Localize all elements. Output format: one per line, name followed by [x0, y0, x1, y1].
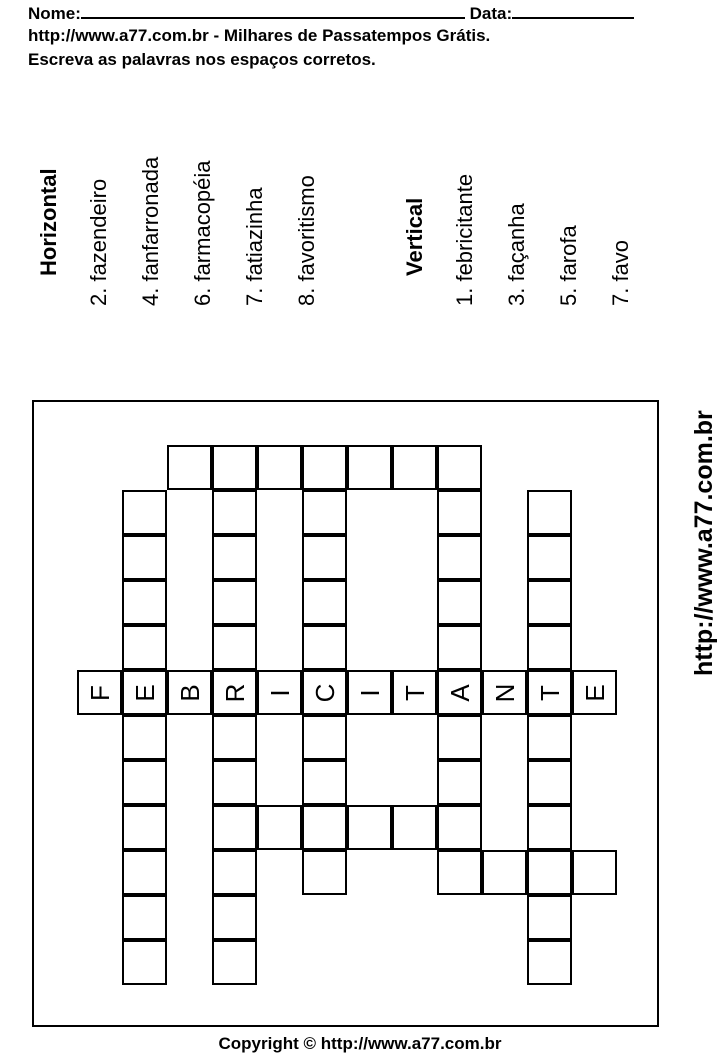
crossword-cell[interactable]	[77, 670, 122, 715]
vertical-clue: 5. farofa	[556, 225, 581, 306]
crossword-cell[interactable]	[122, 535, 167, 580]
crossword-cell[interactable]	[437, 445, 482, 490]
crossword-cell[interactable]	[572, 850, 617, 895]
horizontal-clue: 4. fanfarronada	[138, 156, 163, 306]
crossword-cell[interactable]	[212, 805, 257, 850]
crossword-cell[interactable]	[527, 670, 572, 715]
date-label: Data:	[469, 4, 513, 23]
crossword-cell[interactable]	[347, 670, 392, 715]
site-line: http://www.a77.com.br - Milhares de Passatempos Grátis.	[28, 26, 491, 45]
crossword-cell[interactable]	[437, 625, 482, 670]
crossword-cell[interactable]	[392, 670, 437, 715]
crossword-cell[interactable]	[212, 940, 257, 985]
crossword-cell[interactable]	[527, 850, 572, 895]
crossword-cell[interactable]	[527, 625, 572, 670]
crossword-cell[interactable]	[122, 715, 167, 760]
crossword-cell[interactable]	[437, 670, 482, 715]
crossword-cell[interactable]	[437, 535, 482, 580]
cell-letter: A	[444, 683, 475, 702]
crossword-cell[interactable]	[122, 625, 167, 670]
cell-letter: T	[399, 684, 430, 701]
crossword-cell[interactable]	[122, 895, 167, 940]
horizontal-clue: 7. fatiazinha	[242, 187, 267, 306]
crossword-cell[interactable]	[527, 760, 572, 805]
crossword-cell[interactable]	[482, 850, 527, 895]
vertical-title: Vertical	[402, 197, 427, 276]
horizontal-clue: 6. farmacopéia	[190, 160, 215, 306]
crossword-cell[interactable]	[437, 805, 482, 850]
crossword-cell[interactable]	[527, 490, 572, 535]
crossword-cell[interactable]	[257, 670, 302, 715]
crossword-cell[interactable]	[122, 580, 167, 625]
crossword-cell[interactable]	[302, 670, 347, 715]
cell-letter: N	[489, 683, 520, 702]
crossword-cell[interactable]	[212, 850, 257, 895]
crossword-cell[interactable]	[212, 625, 257, 670]
crossword-cell[interactable]	[302, 715, 347, 760]
crossword-cell[interactable]	[437, 760, 482, 805]
crossword-cell[interactable]	[527, 580, 572, 625]
crossword-cell[interactable]	[302, 535, 347, 580]
crossword-cell[interactable]	[392, 445, 437, 490]
cell-letter: R	[219, 683, 250, 702]
horizontal-clue: 2. fazendeiro	[86, 178, 111, 306]
crossword-cell[interactable]	[257, 805, 302, 850]
crossword-cell[interactable]	[527, 940, 572, 985]
crossword-cell[interactable]	[122, 490, 167, 535]
crossword-cell[interactable]	[212, 715, 257, 760]
crossword-cell[interactable]	[122, 805, 167, 850]
crossword-cell[interactable]	[347, 805, 392, 850]
horizontal-title: Horizontal	[36, 168, 61, 276]
crossword-cell[interactable]	[302, 850, 347, 895]
crossword-cell[interactable]	[212, 535, 257, 580]
name-blank[interactable]	[81, 2, 465, 19]
crossword-cell[interactable]	[437, 850, 482, 895]
cell-letter: T	[534, 684, 565, 701]
crossword-cell[interactable]	[302, 625, 347, 670]
crossword-cell[interactable]	[437, 715, 482, 760]
vertical-clue: 7. favo	[608, 239, 633, 306]
side-url: http://www.a77.com.br	[690, 410, 718, 676]
crossword-cell[interactable]	[347, 445, 392, 490]
crossword-cell[interactable]	[302, 760, 347, 805]
crossword-cell[interactable]	[212, 895, 257, 940]
crossword-cell[interactable]	[527, 805, 572, 850]
crossword-cell[interactable]	[302, 490, 347, 535]
crossword-cell[interactable]	[302, 445, 347, 490]
cell-letter: C	[309, 683, 340, 702]
crossword-cell[interactable]	[527, 535, 572, 580]
crossword-cell[interactable]	[212, 490, 257, 535]
crossword-cell[interactable]	[212, 760, 257, 805]
name-date-line	[28, 2, 634, 24]
crossword-cell[interactable]	[527, 895, 572, 940]
crossword-cell[interactable]	[122, 940, 167, 985]
crossword-cell[interactable]	[122, 850, 167, 895]
cell-letter: I	[264, 688, 295, 697]
vertical-clue: 3. façanha	[504, 203, 529, 306]
crossword-cell[interactable]	[212, 580, 257, 625]
crossword-cell[interactable]	[122, 760, 167, 805]
crossword-cell[interactable]	[122, 670, 167, 715]
crossword-cell[interactable]	[212, 445, 257, 490]
instruction: Escreva as palavras nos espaços corretos.	[28, 50, 376, 69]
cell-letter: B	[174, 683, 205, 702]
crossword-cell[interactable]	[167, 445, 212, 490]
date-blank[interactable]	[512, 2, 634, 19]
crossword-cell[interactable]	[482, 670, 527, 715]
cell-letter: E	[579, 683, 610, 702]
crossword-cell[interactable]	[302, 580, 347, 625]
horizontal-clue: 8. favoritismo	[294, 175, 319, 306]
cell-letter: E	[129, 683, 160, 702]
crossword-cell[interactable]	[437, 580, 482, 625]
crossword-cell[interactable]	[527, 715, 572, 760]
crossword-cell[interactable]	[167, 670, 212, 715]
name-label: Nome:	[28, 4, 81, 23]
crossword-cell[interactable]	[212, 670, 257, 715]
cell-letter: I	[354, 688, 385, 697]
crossword-cell[interactable]	[302, 805, 347, 850]
crossword-cell[interactable]	[392, 805, 437, 850]
copyright: Copyright © http://www.a77.com.br	[218, 1034, 502, 1053]
cell-letter: F	[84, 684, 115, 701]
crossword-cell[interactable]	[257, 445, 302, 490]
crossword-cell[interactable]	[437, 490, 482, 535]
vertical-clue: 1. febricitante	[452, 173, 477, 306]
crossword-cell[interactable]	[572, 670, 617, 715]
